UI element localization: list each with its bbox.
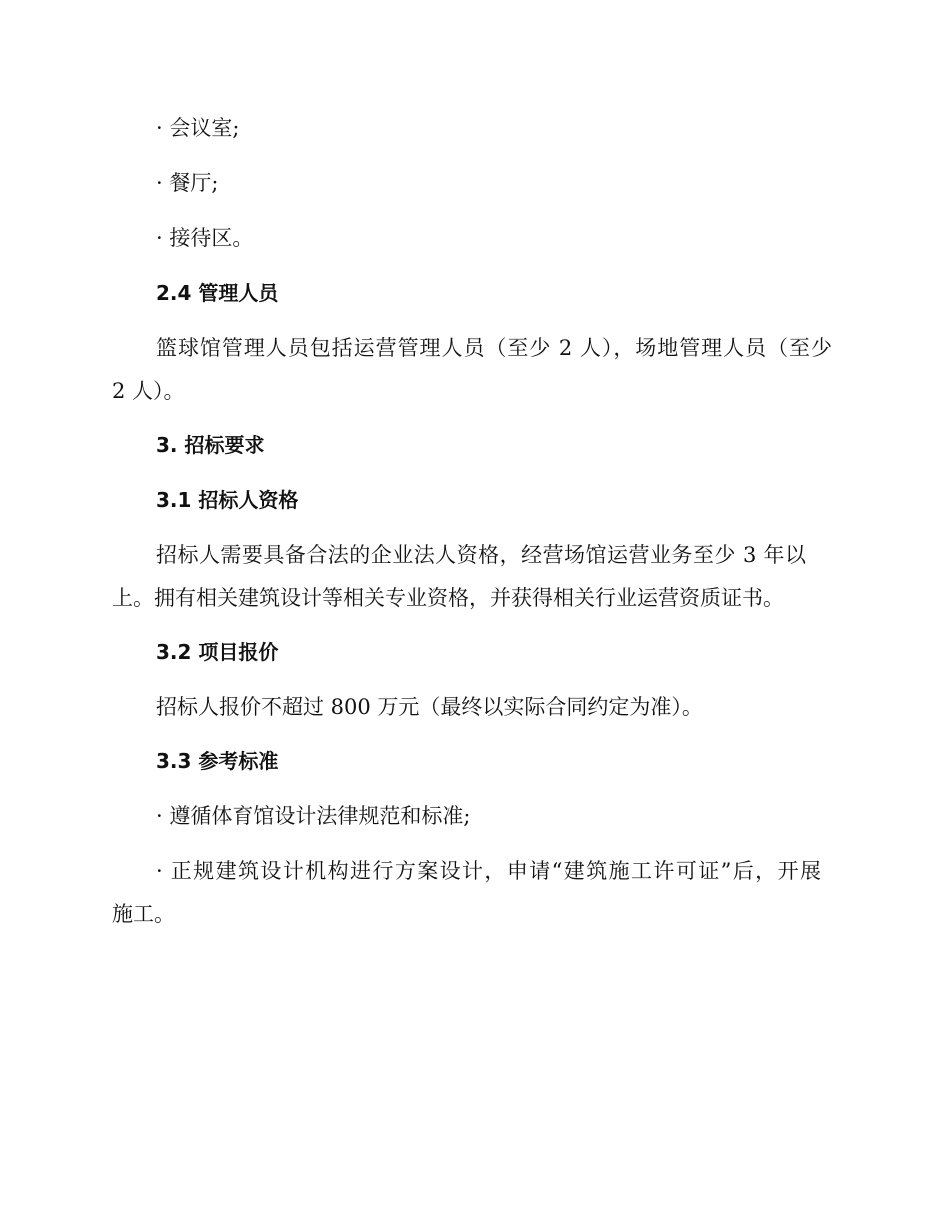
paragraph-3-2: 招标人报价不超过 800 万元（最终以实际合同约定为准）。 [156, 695, 703, 719]
paragraph-3-1-line-2: 上。拥有相关建筑设计等相关专业资格，并获得相关行业运营资质证书。 [112, 586, 784, 610]
bullet-reference-standard-2-line-1: · 正规建筑设计机构进行方案设计，申请“建筑施工许可证”后，开展 [156, 859, 821, 883]
heading-3-2: 3.2 项目报价 [156, 640, 279, 664]
bullet-meeting-room: · 会议室; [156, 116, 240, 140]
paragraph-2-4-line-2: 2 人）。 [112, 379, 185, 403]
paragraph-3-1-line-1: 招标人需要具备合法的企业法人资格，经营场馆运营业务至少 3 年以 [156, 543, 806, 567]
bullet-reference-standard-2-line-2: 施工。 [112, 902, 175, 926]
heading-3: 3. 招标要求 [156, 433, 265, 457]
paragraph-2-4-line-1: 篮球馆管理人员包括运营管理人员（至少 2 人），场地管理人员（至少 [156, 336, 832, 360]
bullet-reception-area: · 接待区。 [156, 226, 254, 250]
bullet-reference-standard-1: · 遵循体育馆设计法律规范和标准; [156, 804, 471, 828]
bullet-dining-room: · 餐厅; [156, 171, 219, 195]
heading-3-3: 3.3 参考标准 [156, 749, 279, 773]
heading-3-1: 3.1 招标人资格 [156, 488, 299, 512]
heading-2-4: 2.4 管理人员 [156, 281, 279, 305]
